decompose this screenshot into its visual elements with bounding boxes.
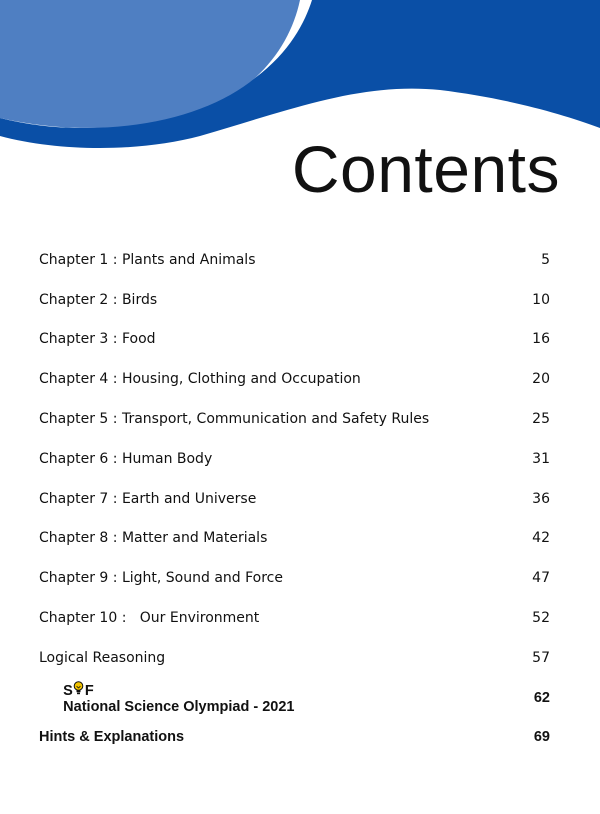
toc-entry-label: Chapter 8 : Matter and Materials <box>39 530 268 547</box>
toc-entry-page: 69 <box>533 729 550 746</box>
toc-entry-chapter-3[interactable] <box>39 320 550 360</box>
header-wave-graphic <box>0 0 600 150</box>
toc-entry-label: Logical Reasoning <box>39 649 166 666</box>
toc-entry-chapter-5[interactable] <box>39 399 550 439</box>
toc-entry-page: 10 <box>532 291 550 308</box>
toc-entry-label: Chapter 1 : Plants and Animals <box>39 251 256 268</box>
toc-entry-label: Chapter 6 : Human Body <box>39 450 213 467</box>
toc-entry-page: 5 <box>541 251 550 268</box>
toc-entry-chapter-6[interactable] <box>39 439 550 479</box>
toc-entry-label: Chapter 4 : Housing, Clothing and Occupation <box>39 371 361 388</box>
page-title: Contents <box>291 132 560 206</box>
toc-entry-page: 62 <box>533 689 550 706</box>
toc-entry-chapter-1[interactable] <box>39 240 550 280</box>
toc-entry-label: Chapter 9 : Light, Sound and Force <box>39 570 283 587</box>
toc-entry-chapter-10[interactable] <box>39 598 550 638</box>
sof-logo-f: F <box>84 682 94 699</box>
toc-entry-label <box>39 665 294 731</box>
olympiad-label: National Science Olympiad - 2021 <box>63 698 295 715</box>
toc-entry-page: 25 <box>532 411 550 428</box>
toc-entry-label: Hints & Explanations <box>39 729 185 746</box>
toc-entry-page: 31 <box>532 450 550 467</box>
sof-logo <box>63 681 94 699</box>
toc-entry-chapter-8[interactable] <box>39 519 550 559</box>
toc-entry-page: 57 <box>532 649 550 666</box>
sof-logo-s: S <box>63 682 73 699</box>
toc-entry-label: Chapter 10 : Our Environment <box>39 610 260 627</box>
toc-entry-page: 52 <box>532 610 550 627</box>
toc-entry-chapter-7[interactable] <box>39 479 550 519</box>
toc-entry-olympiad[interactable] <box>39 678 550 718</box>
toc-entry-chapter-2[interactable] <box>39 280 550 320</box>
toc-entry-page: 16 <box>532 331 550 348</box>
toc-entry-page: 36 <box>532 490 550 507</box>
toc-entry-label: Chapter 3 : Food <box>39 331 156 348</box>
toc-entry-label: Chapter 5 : Transport, Communication and Safety Rules <box>39 411 430 428</box>
toc-entry-label: Chapter 2 : Birds <box>39 291 158 308</box>
toc-entry-chapter-9[interactable] <box>39 558 550 598</box>
toc-entry-chapter-4[interactable] <box>39 359 550 399</box>
toc-entry-page: 47 <box>532 570 550 587</box>
table-of-contents <box>39 240 550 757</box>
toc-entry-page: 42 <box>532 530 550 547</box>
toc-entry-page: 20 <box>532 371 550 388</box>
lightbulb-icon <box>73 681 84 695</box>
toc-entry-label: Chapter 7 : Earth and Universe <box>39 490 257 507</box>
